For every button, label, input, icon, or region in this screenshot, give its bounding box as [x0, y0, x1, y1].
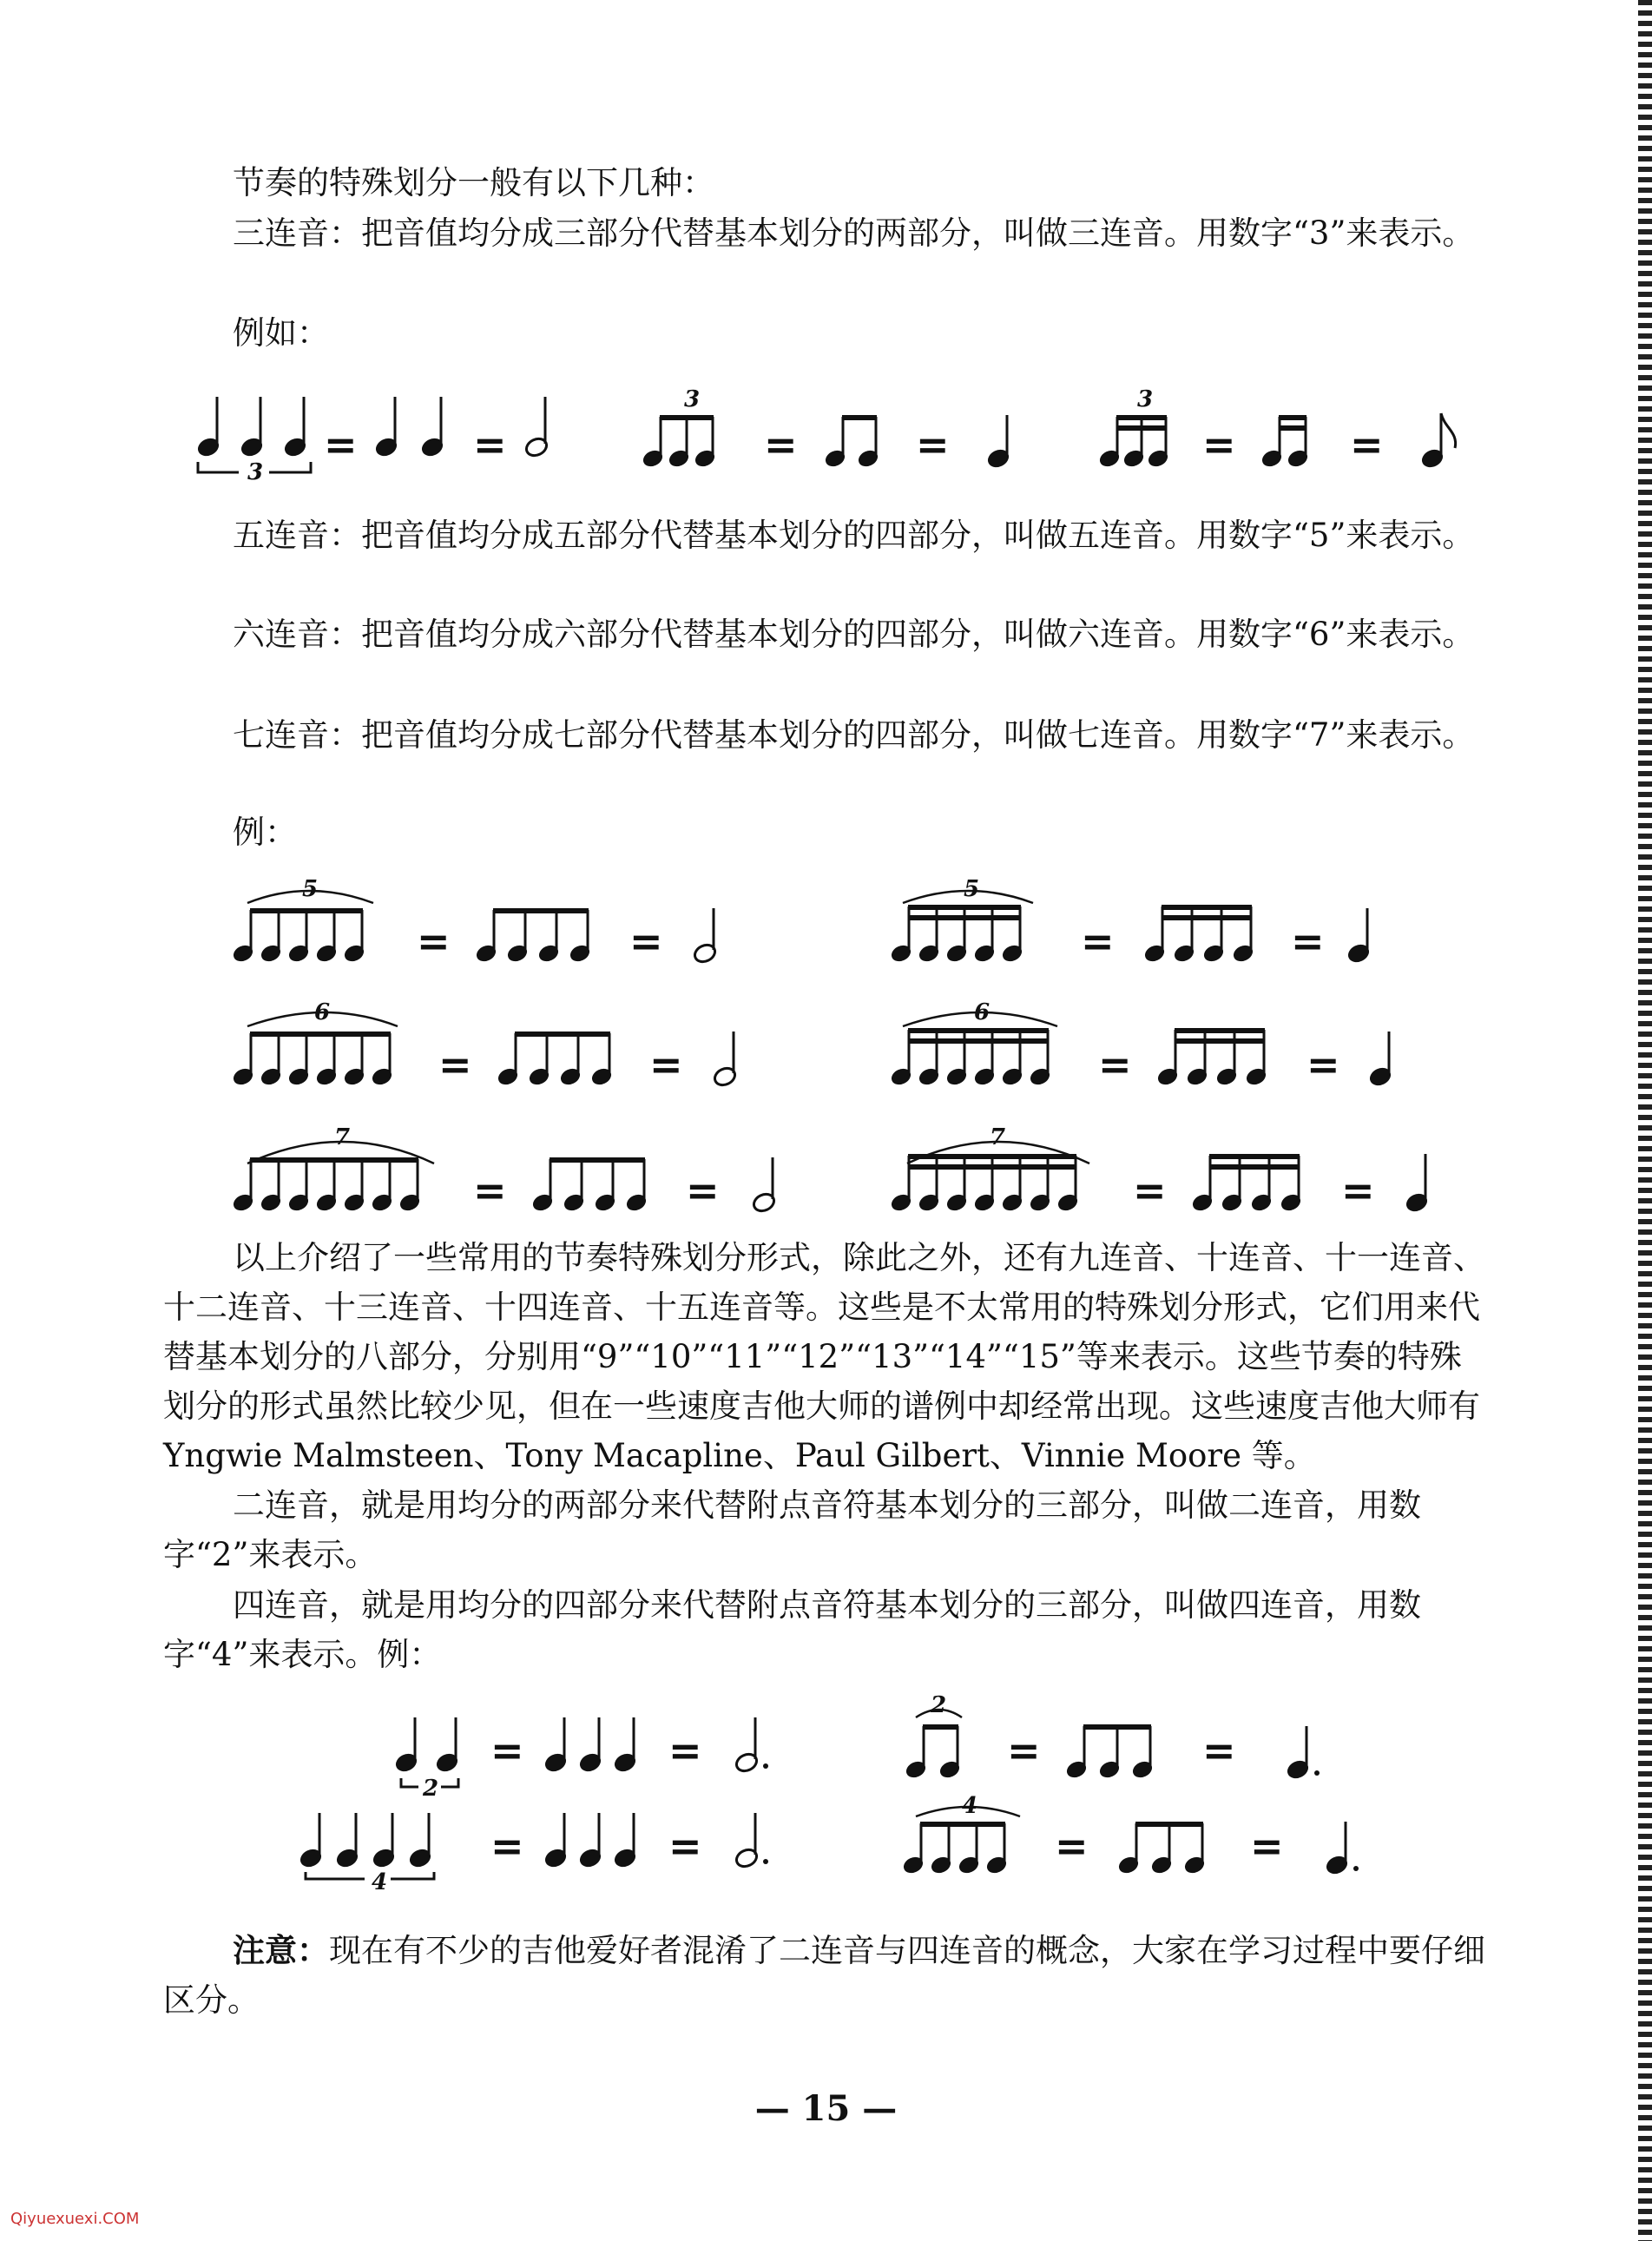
equals-sign: = [1007, 1727, 1041, 1774]
beamed-sixteenth-septuplet [890, 1124, 1089, 1213]
quarter-note [612, 1717, 637, 1774]
paragraph-example2: 例： [233, 814, 297, 851]
dotted-half-note [734, 1813, 768, 1869]
beamed-sixteenth-triplet [1098, 386, 1170, 469]
quarter-note [543, 1717, 568, 1774]
equals-sign: = [1098, 1041, 1132, 1088]
note-label: 注意： [233, 1931, 329, 1969]
beamed-sixteenths [1260, 415, 1310, 469]
quarter-note [577, 1813, 602, 1869]
dotted-quarter-note [1285, 1726, 1320, 1781]
dotted-quarter-note [1324, 1822, 1359, 1876]
equals-sign: = [649, 1041, 683, 1088]
equals-sign: = [1055, 1822, 1089, 1869]
equals-sign: = [438, 1041, 472, 1088]
beamed-sixteenth-quintuplet [890, 876, 1033, 964]
equals-sign: = [490, 1822, 524, 1869]
beamed-eighth-septuplet [232, 1124, 434, 1213]
paragraph-septuplet: 七连音：把音值均分成七部分代替基本划分的四部分，叫做七连音。用数字“7”来表示。 [233, 716, 1475, 754]
equals-sign: = [1133, 1167, 1167, 1214]
beamed-eighth-duplet [905, 1692, 962, 1780]
note-text: 现在有不少的吉他爱好者混淆了二连音与四连音的概念，大家在学习过程中要仔细区分。 [163, 1932, 1485, 2019]
beamed-eighth-triplet [642, 386, 717, 469]
tuplet-number: 7 [990, 1124, 1006, 1150]
tuplet-number: 3 [247, 459, 264, 485]
paragraph-quintuplet: 五连音：把音值均分成五部分代替基本划分的四部分，叫做五连音。用数字“5”来表示。 [233, 517, 1475, 554]
equals-sign: = [473, 421, 507, 468]
beamed-eighths [497, 1032, 614, 1087]
beamed-eighths [1065, 1724, 1155, 1780]
quarter-note [371, 1813, 396, 1869]
quarter-note [1404, 1154, 1429, 1214]
equals-sign: = [417, 918, 451, 965]
tuplet-number: 2 [423, 1776, 439, 1802]
equals-sign: = [490, 1727, 524, 1774]
equals-sign: = [1350, 421, 1384, 468]
eighth-note [1419, 413, 1455, 470]
beamed-eighths [824, 415, 880, 469]
quarter-note [393, 1717, 418, 1774]
triplet-examples [0, 382, 1652, 486]
beamed-sixteenths [1191, 1154, 1303, 1213]
equals-sign: = [473, 1167, 507, 1214]
equals-sign: = [629, 918, 663, 965]
half-note [751, 1157, 776, 1214]
beamed-eighths [531, 1157, 648, 1213]
tuplet-number: 7 [334, 1124, 351, 1150]
dotted-half-note [734, 1717, 768, 1774]
quarter-note [543, 1813, 568, 1869]
equals-sign: = [764, 421, 798, 468]
tuplet-number: 5 [302, 876, 319, 902]
beamed-eighth-quintuplet [232, 876, 373, 964]
quarter-note [298, 1813, 323, 1869]
equals-sign: = [1306, 1041, 1340, 1088]
tuplet-number: 4 [962, 1793, 978, 1819]
tuplet-number: 2 [931, 1692, 947, 1718]
tuplet-number: 6 [974, 999, 991, 1025]
beamed-sixteenths [1143, 905, 1255, 964]
page-number: — 15 — [754, 2088, 898, 2129]
quarter-note [434, 1717, 459, 1774]
equals-sign: = [1250, 1822, 1284, 1869]
watermark: Qiyuexuexi.COM [10, 2210, 140, 2228]
tuplet-number: 4 [372, 1869, 388, 1895]
equals-sign: = [916, 421, 950, 468]
equals-sign: = [1081, 918, 1115, 965]
paragraph-others: 以上介绍了一些常用的节奏特殊划分形式，除此之外，还有九连音、十连音、十一连音、十二连音、十三连音、十四连音、十五连音等。这些是不太常用的特殊划分形式，它们用来代替基本划分的八部分，分别用“9”“10”“11”“12”“13”“14”“15”等来表示。这些节奏的特殊划分的形式虽然比较少见，但在一些速度吉他大师的谱例中却经常出现。这些速度吉他大师有 Yngwie Malmsteen、Tony Macapline、Paul Gilbert、Vinnie Moore 等。 [163, 1239, 1485, 1474]
equals-sign: = [1202, 1727, 1236, 1774]
tuplet-number: 3 [1137, 386, 1154, 412]
quarter-note [577, 1717, 602, 1774]
beamed-eighth-quadruplet [902, 1793, 1020, 1875]
equals-sign: = [1341, 1167, 1375, 1214]
equals-sign: = [1202, 421, 1236, 468]
tuplet-number: 6 [314, 999, 331, 1025]
quarter-note [1346, 908, 1371, 965]
quarter-note [419, 397, 444, 458]
paragraph-example1: 例如： [233, 314, 329, 352]
quarter-note [612, 1813, 637, 1869]
beamed-eighth-sextuplet [232, 999, 398, 1087]
quarter-note [239, 397, 264, 458]
half-note [523, 397, 549, 458]
paragraph-triplet: 三连音：把音值均分成三部分代替基本划分的两部分，叫做三连音。用数字“3”来表示。 [233, 214, 1475, 252]
quarter-note [334, 1813, 359, 1869]
duplet-quadruplet-examples [0, 1693, 1652, 1902]
tuplet-number: 3 [684, 386, 701, 412]
quarter-note [985, 415, 1010, 470]
equals-sign: = [668, 1727, 702, 1774]
paragraph-note [163, 1926, 1491, 2025]
equals-sign: = [686, 1167, 720, 1214]
half-note [712, 1032, 737, 1088]
beamed-eighths [475, 908, 592, 964]
beamed-sixteenth-sextuplet [890, 999, 1057, 1087]
quarter-note [407, 1813, 432, 1869]
paragraph-intro: 节奏的特殊划分一般有以下几种： [233, 164, 714, 201]
quarter-note [1367, 1032, 1392, 1088]
beamed-eighths [1117, 1822, 1207, 1875]
paragraph-quadruplet: 四连音，就是用均分的四部分来代替附点音符基本划分的三部分，叫做四连音，用数字“4”来表示。例： [163, 1586, 1421, 1673]
paragraph-sextuplet: 六连音：把音值均分成六部分代替基本划分的四部分，叫做六连音。用数字“6”来表示。 [233, 616, 1475, 653]
equals-sign: = [324, 421, 358, 468]
tuplet-number: 5 [964, 876, 980, 902]
beamed-sixteenths [1156, 1028, 1268, 1087]
half-note [692, 908, 717, 965]
quarter-note [282, 397, 307, 458]
equals-sign: = [1291, 918, 1325, 965]
equals-sign: = [668, 1822, 702, 1869]
quarter-note [373, 397, 398, 458]
quarter-note [195, 397, 220, 458]
quintuplet-sextuplet-septuplet-examples [0, 868, 1652, 1233]
paragraph-duplet: 二连音，就是用均分的两部分来代替附点音符基本划分的三部分，叫做二连音，用数字“2”来表示。 [163, 1486, 1421, 1573]
